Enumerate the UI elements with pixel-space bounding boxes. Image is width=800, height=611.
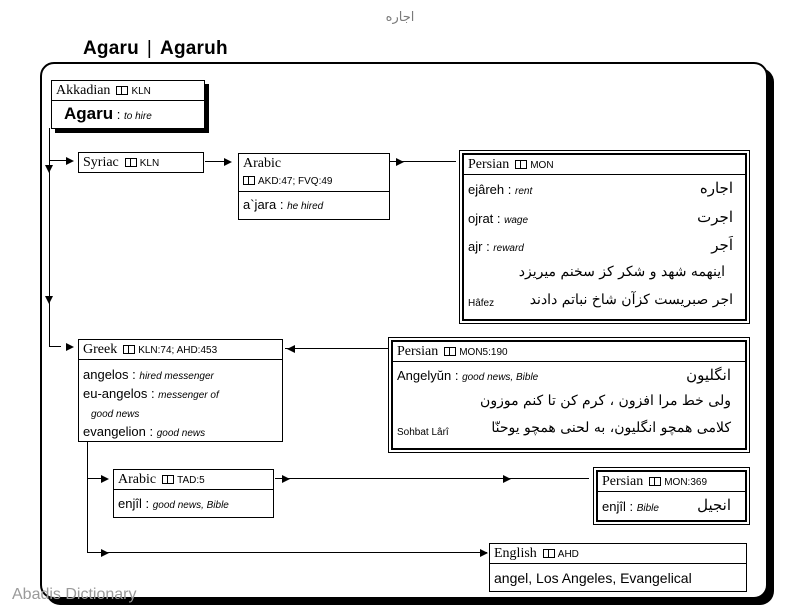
persian1-gloss: wage: [504, 215, 529, 226]
book-icon: [543, 549, 555, 558]
book-icon: [649, 477, 661, 486]
persian1-fa: اجاره: [699, 179, 733, 197]
arabic2-ref: TAD:5: [177, 475, 205, 486]
title-separator: |: [146, 38, 153, 59]
persian2-header: [393, 342, 745, 362]
persian1-verse2-row: [464, 289, 745, 317]
akkadian-gloss: to hire: [123, 111, 152, 122]
arrow-right: [224, 158, 232, 166]
persian1-verse2: اجر صبریست کزآن شاخ نباتم دادند: [529, 292, 733, 308]
persian2-verse2-row: [393, 418, 745, 444]
persian3-word: enjîl: [602, 499, 626, 514]
arabic1-box: [238, 153, 390, 220]
arrow-right: [282, 475, 290, 483]
persian1-source: Hâfez: [468, 298, 495, 309]
top-word: اجاره: [385, 10, 415, 25]
book-icon: [125, 158, 137, 167]
persian1-row: ojrat : wage اجرت: [468, 208, 733, 226]
arrow-right: [396, 158, 404, 166]
greek-word: evangelion: [83, 424, 146, 439]
akkadian-box: [51, 80, 205, 129]
greek-row: evangelion : good news: [83, 424, 206, 439]
greek-lang: Greek: [83, 342, 118, 357]
akkadian-word: Agaru: [64, 104, 114, 123]
title-right: Agaruh: [160, 38, 228, 59]
arrow-down: [45, 165, 53, 173]
syriac-box: [78, 152, 204, 173]
syriac-lang: Syriac: [83, 155, 119, 170]
connector: [275, 478, 589, 479]
greek-row: angelos : hired messenger: [83, 367, 214, 382]
greek-box: [78, 339, 283, 442]
greek-gloss: good news: [156, 428, 206, 439]
arrow-down: [45, 296, 53, 304]
english-lang: English: [494, 546, 537, 561]
persian1-fa: اَجر: [711, 236, 733, 254]
persian3-header: [598, 472, 745, 492]
persian3-gloss: Bible: [636, 503, 659, 514]
akkadian-header: [52, 81, 204, 101]
persian2-ref: MON5:190: [459, 347, 508, 358]
connector: [49, 160, 61, 161]
persian1-word: ojrat: [468, 211, 494, 226]
persian2-entry: Angelyŭn : good news, Bible انگلیون: [397, 366, 731, 384]
greek-gloss: messenger of: [158, 390, 219, 401]
persian1-gloss: reward: [493, 243, 524, 254]
arabic1-gloss: he hired: [287, 201, 324, 212]
arabic2-lang: Arabic: [118, 472, 157, 487]
persian3-entry: enjîl : Bible انجیل: [602, 496, 731, 514]
persian2-fa: انگلیون: [686, 366, 731, 384]
persian1-box: [462, 153, 747, 321]
persian2-verse1: ولی خط مرا افزون ، کرم کن تا کنم موزون: [480, 393, 731, 409]
persian1-word: ajr: [468, 239, 483, 254]
book-icon: [515, 160, 527, 169]
book-icon: [162, 475, 174, 484]
arrow-right: [66, 157, 74, 165]
connector: [87, 552, 487, 553]
greek-word: eu-angelos: [83, 386, 148, 401]
book-icon: [123, 345, 135, 354]
persian1-ref: MON: [530, 160, 554, 171]
greek-word: angelos: [83, 367, 129, 382]
persian2-box: [391, 340, 747, 450]
greek-header: [79, 340, 282, 360]
persian3-ref: MON:369: [664, 477, 708, 488]
arabic2-gloss: good news, Bible: [152, 500, 229, 511]
persian2-verse1-row: [393, 390, 745, 418]
persian2-lang: Persian: [397, 344, 439, 359]
akkadian-entry: Agaru : to hire: [64, 104, 152, 123]
arrow-left: [287, 345, 295, 353]
arabic1-ref: AKD:47; FVQ:49: [258, 176, 333, 187]
english-ref: AHD: [557, 549, 579, 560]
persian1-row: ajr : reward اَجر: [468, 236, 733, 254]
akkadian-ref: KLN: [131, 86, 151, 97]
arabic1-ref-row: [239, 173, 389, 192]
arabic2-box: [113, 469, 274, 518]
persian1-gloss: rent: [514, 186, 533, 197]
persian3-lang: Persian: [602, 474, 644, 489]
arrow-right: [503, 475, 511, 483]
arabic2-header: [114, 470, 273, 490]
connector: [49, 346, 61, 347]
book-icon: [116, 86, 128, 95]
persian3-box: [596, 470, 747, 522]
persian1-word: ejâreh: [468, 182, 505, 197]
english-header: [490, 544, 746, 564]
watermark: Abadis Dictionary: [12, 586, 137, 603]
greek-ref: KLN:74; AHD:453: [138, 345, 218, 356]
syriac-ref: KLN: [139, 158, 160, 169]
page-title: [83, 38, 228, 60]
persian2-source: Sohbat Lârî: [397, 427, 449, 438]
connector: [285, 348, 389, 349]
persian1-header: [464, 155, 745, 175]
arabic2-entry: enjîl : good news, Bible: [118, 496, 229, 511]
greek-row: eu-angelos : messenger of: [83, 386, 219, 401]
greek-row: [79, 404, 282, 423]
persian1-lang: Persian: [468, 157, 510, 172]
book-icon: [243, 176, 255, 185]
persian3-fa: انجیل: [697, 496, 731, 514]
persian1-row: ejâreh : rent اجاره: [468, 179, 733, 197]
arabic1-lang: Arabic: [243, 156, 282, 171]
book-icon: [444, 347, 456, 356]
greek-gloss: hired messenger: [139, 371, 214, 382]
persian1-verse1: اینهمه شهد و شکر کز سخنم میریزد: [518, 264, 725, 280]
arabic1-word: a`jara: [243, 197, 277, 212]
akkadian-lang: Akkadian: [56, 83, 111, 98]
arrow-right: [101, 549, 109, 557]
persian1-fa: اجرت: [697, 208, 733, 226]
persian2-word: Angelyŭn: [397, 368, 452, 383]
arrow-right: [66, 343, 74, 351]
syriac-header: [79, 153, 203, 172]
arabic2-word: enjîl: [118, 496, 142, 511]
persian1-verse1-row: [464, 261, 745, 289]
connector: [49, 346, 50, 347]
title-left: Agaru: [83, 38, 139, 59]
greek-gloss: good news: [91, 409, 140, 420]
arrow-right: [480, 549, 488, 557]
arabic1-entry: a`jara : he hired: [243, 197, 324, 212]
persian2-verse2: کلامی همچو انگلیون، به لحنی همچو یوحنّا: [491, 420, 731, 436]
arrow-right: [101, 475, 109, 483]
persian2-gloss: good news, Bible: [462, 372, 539, 383]
english-box: [489, 543, 747, 592]
english-text: angel, Los Angeles, Evangelical: [494, 570, 692, 586]
